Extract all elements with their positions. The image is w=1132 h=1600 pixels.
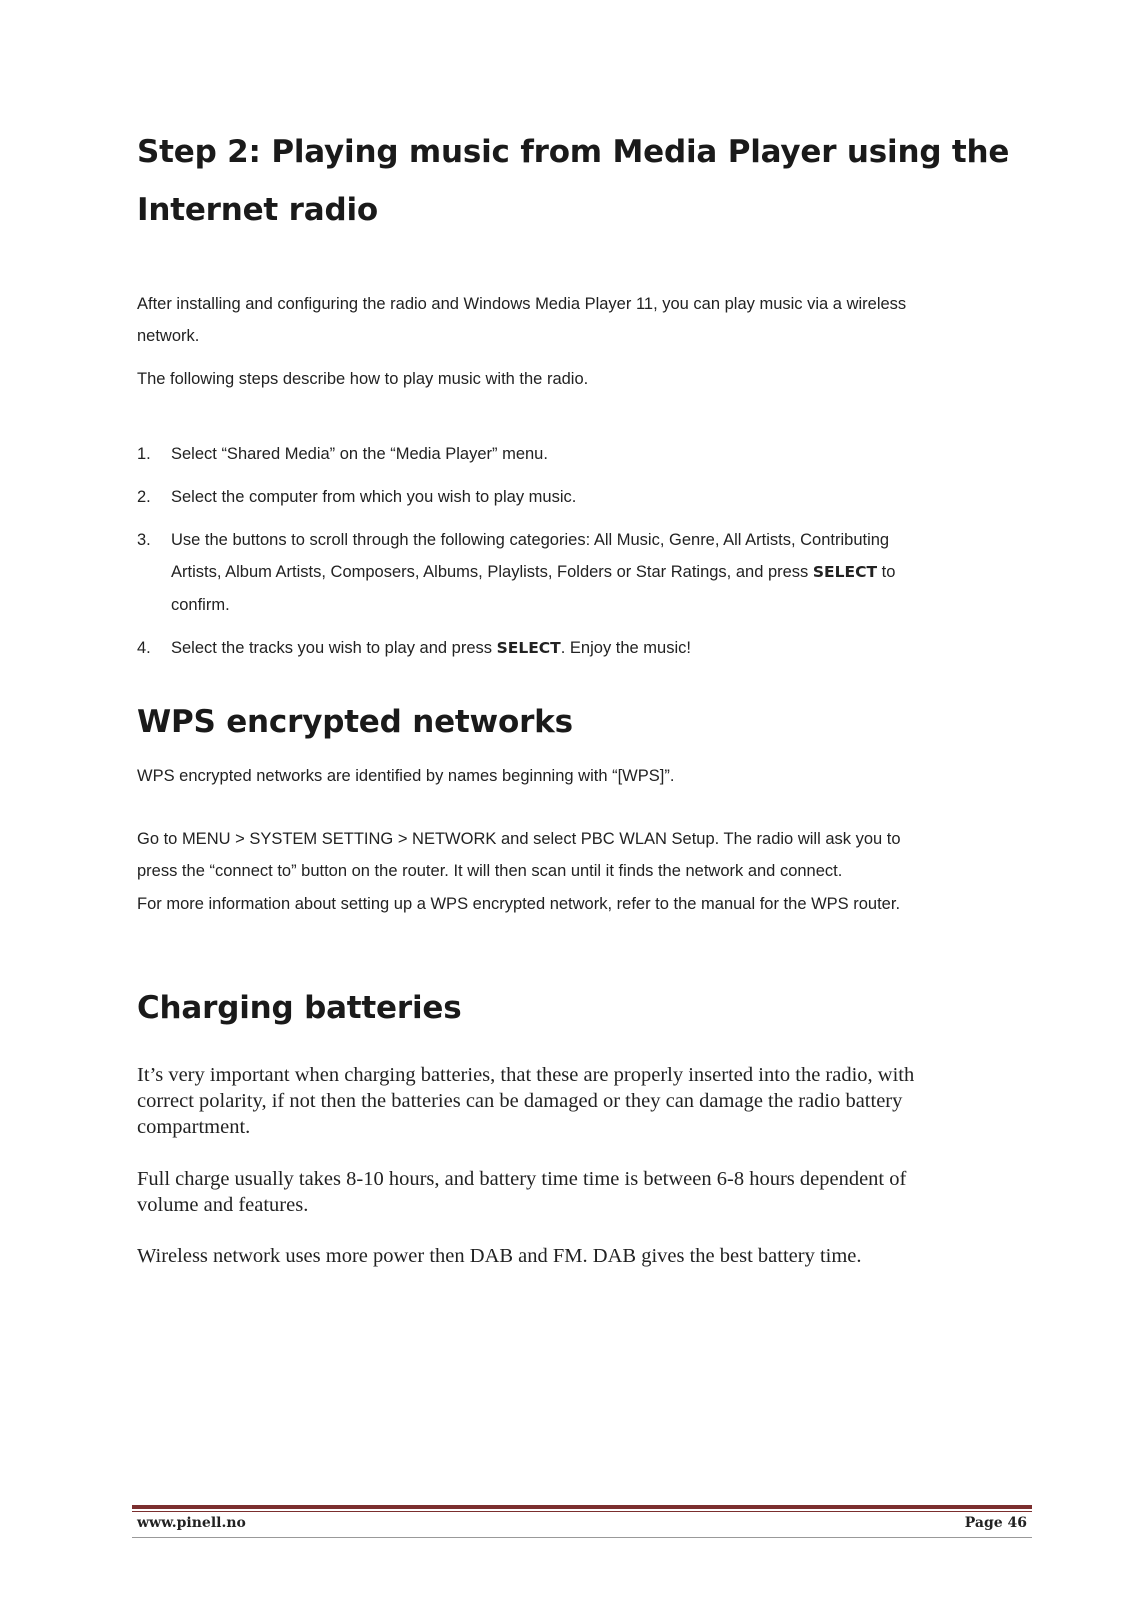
footer-rule [132, 1505, 1032, 1509]
step-number: 4. [137, 639, 151, 657]
wps-title: WPS encrypted networks [137, 704, 573, 740]
wps-line3: press the “connect to” button on the router. It will then scan until it finds the network and connect. [137, 862, 843, 880]
wps-line1: WPS encrypted networks are identified by names beginning with “[WPS]”. [137, 767, 675, 785]
step-number: 3. [137, 531, 151, 549]
charging-p1-line1: It’s very important when charging batteries, that these are properly inserted into the radio, with [137, 1064, 915, 1086]
step-text: confirm. [171, 596, 230, 614]
step2-title-line2: Internet radio [137, 192, 378, 228]
step2-intro-line2: network. [137, 327, 200, 345]
step-text: Artists, Album Artists, Composers, Albums, Playlists, Folders or Star Ratings, and press SELECT to [171, 563, 896, 581]
wps-line2: Go to MENU > SYSTEM SETTING > NETWORK and select PBC WLAN Setup. The radio will ask you to [137, 830, 901, 848]
charging-p1-line2: correct polarity, if not then the batteries can be damaged or they can damage the radio battery [137, 1090, 903, 1112]
footer-page-number: Page 46 [964, 1515, 1027, 1531]
step-number: 2. [137, 488, 151, 506]
step-text: Use the buttons to scroll through the following categories: All Music, Genre, All Artists, Contributing [171, 531, 890, 549]
select-keyword: SELECT [812, 563, 878, 581]
step-number: 1. [137, 445, 151, 463]
wps-line4: For more information about setting up a WPS encrypted network, refer to the manual for the WPS router. [137, 895, 901, 913]
step-text: Select the tracks you wish to play and press SELECT. Enjoy the music! [171, 639, 691, 657]
select-keyword: SELECT [496, 639, 561, 657]
step2-title-line1: Step 2: Playing music from Media Player using the [137, 134, 1010, 170]
footer-website: www.pinell.no [137, 1515, 246, 1531]
charging-p1-line3: compartment. [137, 1116, 251, 1138]
footer-rule-thin [132, 1511, 1032, 1512]
step-text: Select “Shared Media” on the “Media Player” menu. [171, 445, 548, 463]
step2-steps-intro: The following steps describe how to play music with the radio. [137, 370, 589, 388]
step-text: Select the computer from which you wish to play music. [171, 488, 577, 506]
step2-intro-line1: After installing and configuring the radio and Windows Media Player 11, you can play music via a wireless [137, 295, 907, 313]
charging-p2-line1: Full charge usually takes 8-10 hours, and battery time time is between 6-8 hours dependent of [137, 1168, 907, 1190]
charging-p3: Wireless network uses more power then DAB and FM. DAB gives the best battery time. [137, 1245, 862, 1267]
charging-p2-line2: volume and features. [137, 1194, 309, 1216]
footer-bottom-rule [132, 1537, 1032, 1538]
charging-title: Charging batteries [137, 990, 462, 1026]
